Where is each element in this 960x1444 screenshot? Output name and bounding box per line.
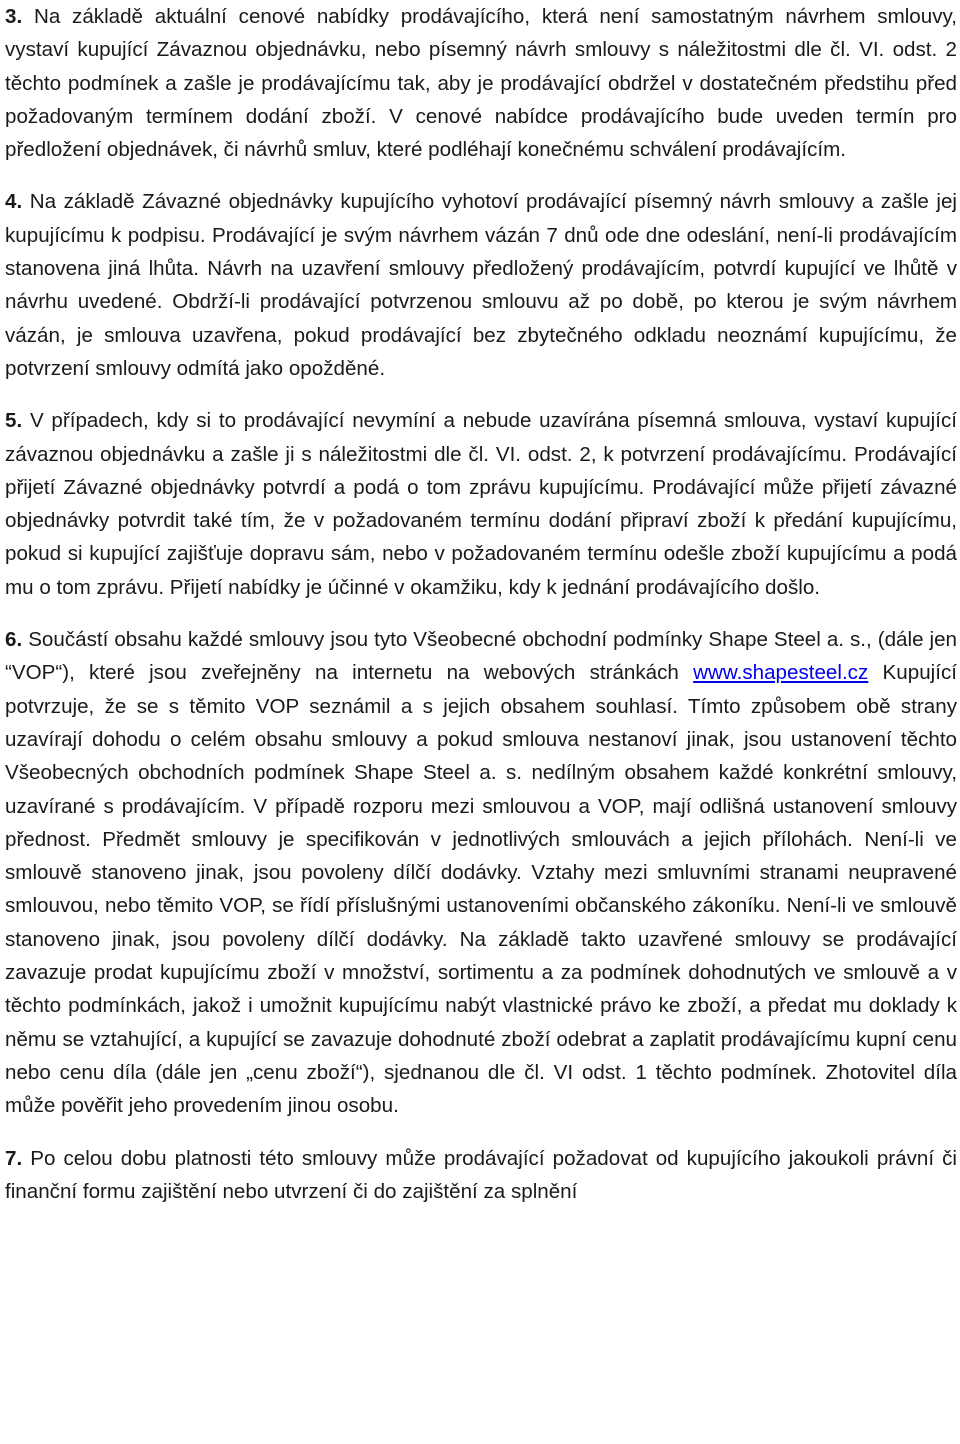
- paragraph-gap: [5, 385, 957, 404]
- paragraph-number: 3.: [5, 5, 23, 28]
- paragraph-7: [5, 1142, 957, 1209]
- paragraph-number: 5.: [5, 409, 23, 433]
- paragraph-gap: [5, 166, 957, 185]
- paragraph-4: [5, 185, 957, 385]
- paragraph-text: Na základě aktuální cenové nabídky prodávajícího, která není samostatným návrhem smlouvy, vystaví kupující Závaznou objednávku, nebo písemný návrh smlouvy s náležitostmi dle čl. VI. odst. 2 těchto podmínek a zašle je prodávajícímu tak, aby je prodávající obdržel v dostatečném předstihu před požadovaným termínem dodání zboží. V cenové nabídce prodávajícího bude uveden termín pro předložení objednávek, či návrhů smluv, které podléhají konečnému schválení prodávajícím.: [5, 5, 957, 162]
- paragraph-number: 7.: [5, 1146, 23, 1170]
- website-link[interactable]: www.shapesteel.cz: [693, 661, 869, 685]
- paragraph-5: [5, 404, 957, 604]
- paragraph-text: Na základě Závazné objednávky kupujícího vyhotoví prodávající písemný návrh smlouvy a zašle jej kupujícímu k podpisu. Prodávající je svým návrhem vázán 7 dnů ode dne odeslání, není-li prodávajícím stanovena jiná lhůta. Návrh na uzavření smlouvy předložený prodávajícím, potvrdí kupující ve lhůtě v návrhu uvedené. Obdrží-li prodávající potvrzenou smlouvu až po době, po kterou je svým návrhem vázán, je smlouva uzavřena, pokud prodávající bez zbytečného odkladu neoznámí kupujícímu, že potvrzení smlouvy odmítá jako opožděné.: [5, 190, 957, 380]
- paragraph-3: [5, 0, 957, 166]
- paragraph-text-before-link: Součástí obsahu každé smlouvy jsou tyto Všeobecné obchodní podmínky Shape Steel a. s., (dále jen “VOP“), které jsou zveřejněny na internetu na webových stránkách: [5, 628, 957, 685]
- paragraph-number: 4.: [5, 190, 23, 214]
- paragraph-text: Po celou dobu platnosti této smlouvy může prodávající požadovat od kupujícího jakoukoli právní či finanční formu zajištění nebo utvrzení či do zajištění za splnění: [5, 1146, 957, 1203]
- paragraph-number: 6.: [5, 628, 23, 652]
- paragraph-gap: [5, 1123, 957, 1142]
- paragraph-text: V případech, kdy si to prodávající nevymíní a nebude uzavírána písemná smlouva, vystaví kupující závaznou objednávku a zašle ji s náležitostmi dle čl. VI. odst. 2, k potvrzení prodávajícímu. Prodávající přijetí Závazné objednávky potvrdí a podá o tom zprávu kupujícímu. Prodávající může přijetí závazné objednávky potvrdit také tím, že v požadovaném termínu dodání připraví zboží k předání kupujícímu, pokud si kupující zajišťuje dopravu sám, nebo v požadovaném termínu odešle zboží kupujícímu a podá mu o tom zprávu. Přijetí nabídky je účinné v okamžiku, kdy k jednání prodávajícího došlo.: [5, 409, 957, 599]
- paragraph-text-after-link: Kupující potvrzuje, že se s těmito VOP seznámil a s jejich obsahem souhlasí. Tímto způsobem obě strany uzavírají dohodu o celém obsahu smlouvy a pokud smlouva nestanoví jinak, jsou ustanovení těchto Všeobecných obchodních podmínek Shape Steel a. s. nedílným obsahem každé konkrétní smlouvy, uzavírané s prodávajícím. V případě rozporu mezi smlouvou a VOP, mají odlišná ustanovení smlouvy přednost. Předmět smlouvy je specifikován v jednotlivých smlouvách a jejich přílohách. Není-li ve smlouvě stanoveno jinak, jsou povoleny dílčí dodávky. Vztahy mezi smluvními stranami neupravené smlouvou, nebo těmito VOP, se řídí příslušnými ustanoveními občanského zákoníku. Není-li ve smlouvě stanoveno jinak, jsou povoleny dílčí dodávky. Na základě takto uzavřené smlouvy se prodávající zavazuje prodat kupujícímu zboží v množství, sortimentu a za podmínek dohodnutých ve smlouvě a v těchto podmínkách, jakož i umožnit kupujícímu nabýt vlastnické právo ke zboží, a předat mu doklady k němu se vztahující, a kupující se zavazuje dohodnuté zboží odebrat a zaplatit prodávajícímu kupní cenu nebo cenu díla (dále jen „cenu zboží“), sjednanou dle čl. VI odst. 1 těchto podmínek. Zhotovitel díla může pověřit jeho provedením jinou osobu.: [5, 661, 957, 1118]
- paragraph-6: [5, 623, 957, 1122]
- document-page: [5, 0, 957, 1208]
- paragraph-gap: [5, 604, 957, 623]
